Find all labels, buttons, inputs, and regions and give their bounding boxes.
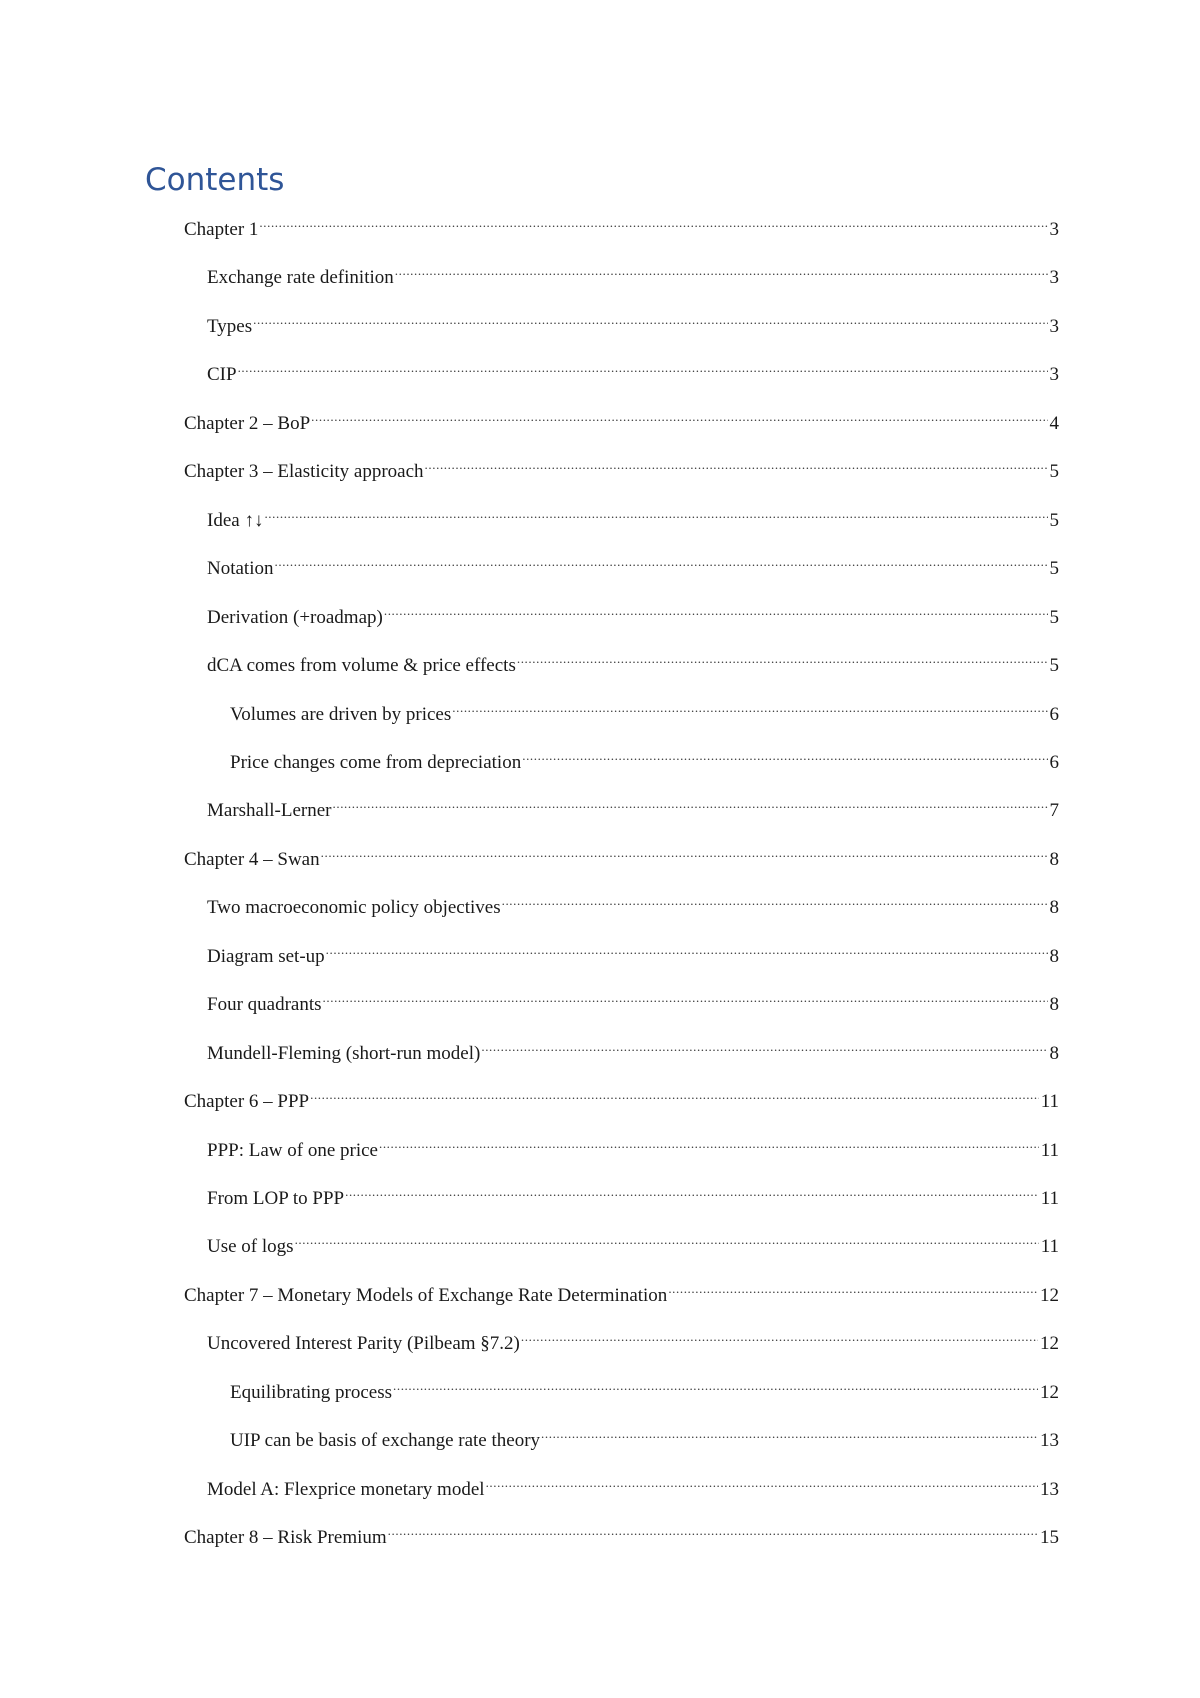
toc-page-number: 13 bbox=[1040, 1430, 1059, 1451]
toc-entry-title: Volumes are driven by prices bbox=[230, 704, 452, 725]
contents-heading: Contents bbox=[145, 162, 285, 198]
toc-dot-leader bbox=[264, 500, 1047, 526]
toc-entry-title: Chapter 7 – Monetary Models of Exchange Rate Determination bbox=[184, 1285, 668, 1306]
toc-dot-leader bbox=[311, 403, 1047, 429]
toc-entry-title: Idea ↑↓ bbox=[207, 510, 264, 531]
toc-entry-title: PPP: Law of one price bbox=[207, 1140, 378, 1161]
toc-entry-title: Chapter 1 bbox=[184, 219, 259, 240]
toc-entry[interactable] bbox=[230, 1420, 1059, 1451]
toc-dot-leader bbox=[521, 1323, 1038, 1349]
toc-page-number: 12 bbox=[1040, 1285, 1059, 1306]
toc-entry-title: Use of logs bbox=[207, 1236, 294, 1257]
toc-entry[interactable] bbox=[184, 209, 1059, 240]
toc-entry[interactable] bbox=[207, 597, 1059, 628]
toc-page-number: 7 bbox=[1049, 800, 1059, 821]
toc-entry[interactable] bbox=[207, 936, 1059, 967]
toc-entry-title: Mundell-Fleming (short-run model) bbox=[207, 1043, 481, 1064]
toc-page-number: 11 bbox=[1040, 1091, 1059, 1112]
toc-entry-title: Chapter 4 – Swan bbox=[184, 849, 320, 870]
toc-entry-title: UIP can be basis of exchange rate theory bbox=[230, 1430, 541, 1451]
toc-dot-leader bbox=[668, 1275, 1038, 1301]
toc-dot-leader bbox=[323, 984, 1048, 1010]
toc-entry[interactable] bbox=[184, 403, 1059, 434]
toc-page-number: 3 bbox=[1049, 219, 1059, 240]
toc-entry[interactable] bbox=[207, 306, 1059, 337]
toc-dot-leader bbox=[275, 548, 1048, 574]
toc-entry[interactable] bbox=[207, 500, 1059, 531]
toc-entry[interactable] bbox=[184, 1517, 1059, 1548]
toc-entry-title: Exchange rate definition bbox=[207, 267, 394, 288]
toc-entry[interactable] bbox=[184, 839, 1059, 870]
toc-page-number: 5 bbox=[1049, 510, 1059, 531]
toc-dot-leader bbox=[253, 306, 1047, 332]
toc-page-number: 12 bbox=[1040, 1382, 1059, 1403]
toc-entry[interactable] bbox=[207, 790, 1059, 821]
toc-entry-title: Types bbox=[207, 316, 253, 337]
toc-dot-leader bbox=[379, 1130, 1039, 1156]
toc-page-number: 8 bbox=[1049, 946, 1059, 967]
toc-dot-leader bbox=[395, 257, 1048, 283]
toc-dot-leader bbox=[321, 839, 1048, 865]
toc-page-number: 5 bbox=[1049, 607, 1059, 628]
toc-entry-title: CIP bbox=[207, 364, 237, 385]
toc-page-number: 5 bbox=[1049, 461, 1059, 482]
toc-page-number: 11 bbox=[1040, 1236, 1059, 1257]
toc-page-number: 13 bbox=[1040, 1479, 1059, 1500]
toc-page-number: 8 bbox=[1049, 994, 1059, 1015]
toc-entry-title: Diagram set-up bbox=[207, 946, 325, 967]
toc-page-number: 15 bbox=[1040, 1527, 1059, 1548]
toc-entry-title: Derivation (+roadmap) bbox=[207, 607, 383, 628]
toc-dot-leader bbox=[522, 742, 1047, 768]
toc-entry[interactable] bbox=[207, 1033, 1059, 1064]
toc-entry-title: Marshall-Lerner bbox=[207, 800, 332, 821]
toc-dot-leader bbox=[425, 451, 1048, 477]
toc-entry[interactable] bbox=[230, 1372, 1059, 1403]
toc-entry-title: Chapter 8 – Risk Premium bbox=[184, 1527, 387, 1548]
toc-dot-leader bbox=[326, 936, 1048, 962]
toc-page-number: 5 bbox=[1049, 655, 1059, 676]
toc-entry[interactable] bbox=[207, 645, 1059, 676]
toc-page-number: 6 bbox=[1049, 704, 1059, 725]
toc-entry[interactable] bbox=[207, 984, 1059, 1015]
toc-entry-title: Chapter 2 – BoP bbox=[184, 413, 311, 434]
toc-entry[interactable] bbox=[207, 887, 1059, 918]
toc-entry-title: dCA comes from volume & price effects bbox=[207, 655, 516, 676]
toc-dot-leader bbox=[310, 1081, 1039, 1107]
toc-dot-leader bbox=[502, 887, 1048, 913]
toc-entry[interactable] bbox=[230, 742, 1059, 773]
toc-dot-leader bbox=[486, 1469, 1038, 1495]
toc-page-number: 3 bbox=[1049, 316, 1059, 337]
toc-dot-leader bbox=[541, 1420, 1038, 1446]
toc-entry[interactable] bbox=[207, 548, 1059, 579]
toc-entry-title: Notation bbox=[207, 558, 274, 579]
toc-dot-leader bbox=[384, 597, 1048, 623]
toc-dot-leader bbox=[259, 209, 1047, 235]
toc-page-number: 11 bbox=[1040, 1140, 1059, 1161]
toc-entry[interactable] bbox=[207, 354, 1059, 385]
toc-dot-leader bbox=[393, 1372, 1038, 1398]
toc-page-number: 8 bbox=[1049, 1043, 1059, 1064]
toc-entry[interactable] bbox=[230, 694, 1059, 725]
toc-dot-leader bbox=[452, 694, 1047, 720]
toc-entry-title: Model A: Flexprice monetary model bbox=[207, 1479, 485, 1500]
toc-entry-title: From LOP to PPP bbox=[207, 1188, 345, 1209]
toc-page-number: 4 bbox=[1049, 413, 1059, 434]
toc-entry[interactable] bbox=[207, 1469, 1059, 1500]
toc-entry-title: Uncovered Interest Parity (Pilbeam §7.2) bbox=[207, 1333, 520, 1354]
toc-entry[interactable] bbox=[184, 1275, 1059, 1306]
toc-entry-title: Chapter 6 – PPP bbox=[184, 1091, 310, 1112]
toc-page-number: 3 bbox=[1049, 364, 1059, 385]
toc-page-number: 8 bbox=[1049, 849, 1059, 870]
toc-entry[interactable] bbox=[207, 257, 1059, 288]
toc-dot-leader bbox=[345, 1178, 1039, 1204]
toc-entry[interactable] bbox=[207, 1130, 1059, 1161]
toc-dot-leader bbox=[517, 645, 1048, 671]
toc-entry-title: Two macroeconomic policy objectives bbox=[207, 897, 501, 918]
toc-page-number: 11 bbox=[1040, 1188, 1059, 1209]
toc-entry[interactable] bbox=[184, 1081, 1059, 1112]
toc-page-number: 12 bbox=[1040, 1333, 1059, 1354]
toc-entry-title: Chapter 3 – Elasticity approach bbox=[184, 461, 424, 482]
toc-entry-title: Equilibrating process bbox=[230, 1382, 392, 1403]
toc-page-number: 6 bbox=[1049, 752, 1059, 773]
toc-dot-leader bbox=[333, 790, 1048, 816]
toc-entry[interactable] bbox=[207, 1178, 1059, 1209]
toc-page-number: 3 bbox=[1049, 267, 1059, 288]
toc-entry-title: Four quadrants bbox=[207, 994, 322, 1015]
toc-entry[interactable] bbox=[207, 1226, 1059, 1257]
toc-dot-leader bbox=[388, 1517, 1038, 1543]
toc-dot-leader bbox=[295, 1226, 1039, 1252]
toc-dot-leader bbox=[238, 354, 1048, 380]
toc-entry[interactable] bbox=[207, 1323, 1059, 1354]
toc-page-number: 5 bbox=[1049, 558, 1059, 579]
toc-entry-title: Price changes come from depreciation bbox=[230, 752, 522, 773]
toc-dot-leader bbox=[481, 1033, 1047, 1059]
toc-page-number: 8 bbox=[1049, 897, 1059, 918]
toc-entry[interactable] bbox=[184, 451, 1059, 482]
